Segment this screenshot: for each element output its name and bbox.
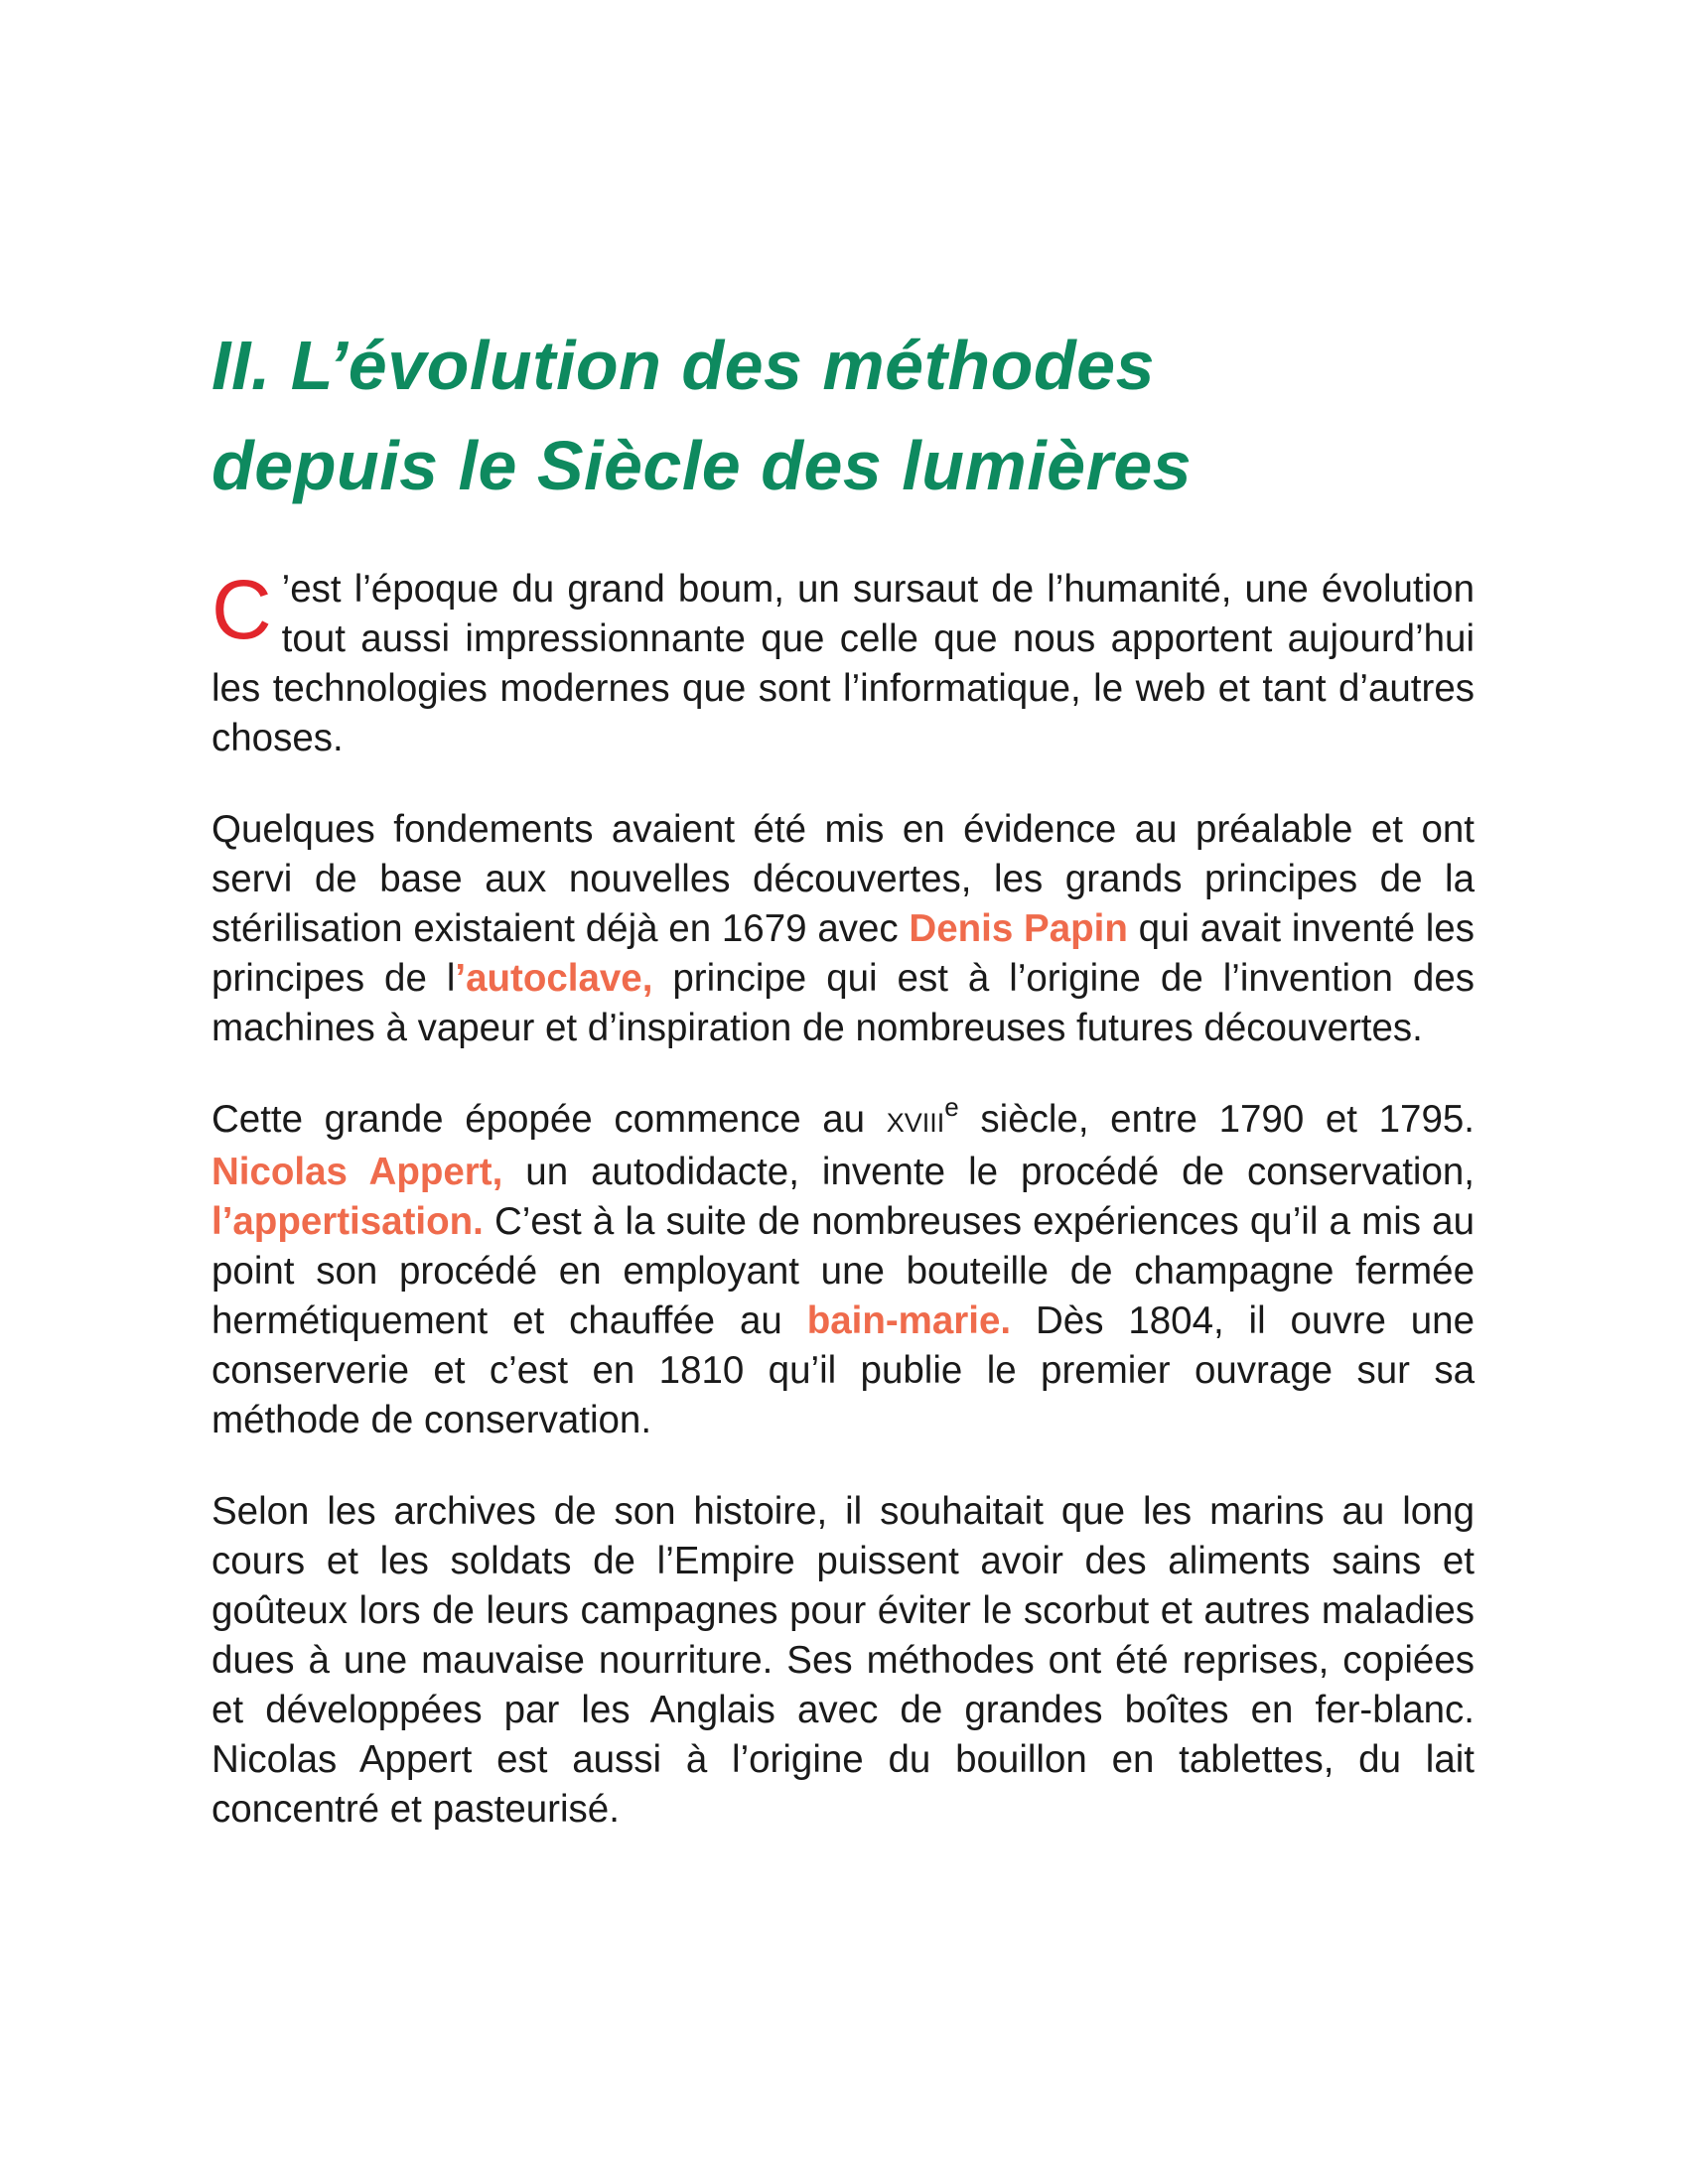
paragraph-3-text-3: un autodidacte, invente le procédé de conservation,	[502, 1151, 1475, 1193]
paragraph-2-text-3: principe qui est à l’origine de l’invention des machines à vapeur et d’inspiration de nombreuses futures découvertes.	[211, 957, 1475, 1049]
paragraph-3-text-4: C’est à la suite de nombreuses expériences qu’il a mis au point son procédé en employant une bouteille de champagne fermée hermétiquement et chauffée au	[211, 1200, 1475, 1342]
section-title-line-1: II. L’évolution des méthodes	[211, 327, 1156, 404]
paragraph-3	[211, 1092, 1475, 1445]
paragraph-2	[211, 805, 1475, 1053]
highlight-bain-marie: bain-marie.	[806, 1299, 1012, 1342]
paragraph-3-text-1: Cette grande épopée commence au	[211, 1098, 887, 1141]
paragraph-1	[211, 565, 1475, 763]
paragraph-4-text: Selon les archives de son histoire, il souhaitait que les marins au long cours et les soldats de l’Empire puissent avoir des aliments sains et goûteux lors de leurs campagnes pour éviter le scorbut et autres maladies dues à une mauvaise nourriture. Ses méthodes ont été reprises, copiées et développées par les Anglais avec de grandes boîtes en fer-blanc. Nicolas Appert est aussi à l’origine du bouillon en tablettes, du lait concentré et pasteurisé.	[211, 1490, 1475, 1831]
paragraph-2-text-2: qui avait inventé les principes de l	[211, 907, 1475, 1000]
section-title-line-2: depuis le Siècle des lumières	[211, 427, 1193, 504]
highlight-nicolas-appert: Nicolas Appert,	[211, 1151, 503, 1193]
section-title	[211, 316, 1475, 516]
drop-cap: C	[211, 563, 272, 656]
highlight-appertisation: l’appertisation.	[211, 1200, 484, 1243]
paragraph-3-text-2: siècle, entre 1790 et 1795.	[958, 1098, 1475, 1141]
page	[211, 316, 1475, 1835]
highlight-denis-papin: Denis Papin	[909, 907, 1128, 950]
paragraph-4	[211, 1487, 1475, 1835]
paragraph-2-text-1: Quelques fondements avaient été mis en évidence au préalable et ont servi de base aux nouvelles découvertes, les grands principes de la stérilisation existaient déjà en 1679 avec	[211, 808, 1475, 950]
highlight-autoclave: ’autoclave,	[455, 957, 653, 1000]
paragraph-1-text: ’est l’époque du grand boum, un sursaut de l’humanité, une évolution tout aussi impressionnante que celle que nous apportent aujourd’hui les technologies modernes que sont l’informatique, le web et tant d’autres choses.	[211, 568, 1475, 759]
century-superscript: e	[944, 1092, 959, 1122]
century-numeral: XVIII	[886, 1108, 945, 1138]
paragraph-3-text-5: Dès 1804, il ouvre une conserverie et c’est en 1810 qu’il publie le premier ouvrage sur sa méthode de conservation.	[211, 1299, 1475, 1441]
